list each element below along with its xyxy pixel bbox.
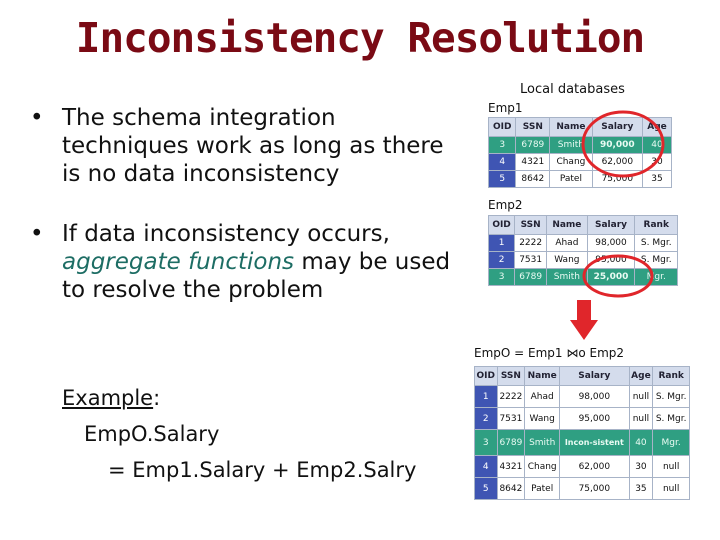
table-cell: Mgr.: [653, 430, 690, 456]
table-cell: 8642: [516, 171, 550, 188]
table-cell: 30: [643, 154, 672, 171]
bullet-dot-icon: •: [30, 105, 44, 131]
table-cell: Patel: [550, 171, 592, 188]
table-row: [475, 408, 690, 430]
table-cell: 75,000: [560, 478, 629, 500]
table-cell: Patel: [525, 478, 560, 500]
table-cell: 1: [489, 235, 515, 252]
table-cell: 6789: [497, 430, 525, 456]
table-cell: S. Mgr.: [635, 235, 678, 252]
bullet-1-text: The schema integration techniques work as long as there is no data inconsistency: [62, 105, 444, 187]
table-cell: 35: [643, 171, 672, 188]
table-cell: S. Mgr.: [653, 386, 690, 408]
bullet-2-text: If data inconsistency occurs,: [62, 221, 390, 247]
table-header-cell: SSN: [515, 216, 547, 235]
table-cell: 40: [643, 137, 672, 154]
table-cell: S. Mgr.: [653, 408, 690, 430]
table-header-cell: Name: [547, 216, 587, 235]
table-cell: Chang: [550, 154, 592, 171]
table-cell: 2: [489, 252, 515, 269]
table-header-cell: SSN: [497, 367, 525, 386]
table-cell: Smith: [547, 269, 587, 286]
table-cell: Ahad: [525, 386, 560, 408]
empo-caption: EmpO = Emp1 ⋈o Emp2: [474, 346, 625, 360]
bullet-dot-icon: •: [30, 221, 44, 247]
bullet-2-highlight: aggregate functions: [62, 249, 295, 275]
table-row: [475, 386, 690, 408]
table-cell: Ahad: [547, 235, 587, 252]
table-cell: null: [629, 386, 653, 408]
slide-title: Inconsistency Resolution: [75, 14, 645, 62]
table-cell: 2222: [515, 235, 547, 252]
table-cell: 4: [489, 154, 516, 171]
table-cell: Smith: [525, 430, 560, 456]
table-cell: 35: [629, 478, 653, 500]
table-cell: Incon-sistent: [560, 430, 629, 456]
table-cell: 95,000: [560, 408, 629, 430]
table-cell: 95,000: [587, 252, 635, 269]
table-header-cell: Rank: [635, 216, 678, 235]
table-header-cell: Rank: [653, 367, 690, 386]
example-colon: :: [153, 386, 161, 410]
arrow-down-icon: [570, 300, 598, 340]
table-header-cell: Salary: [587, 216, 635, 235]
example-line-2: = Emp1.Salary + Emp2.Salry: [108, 458, 417, 482]
table-header-cell: Name: [550, 118, 592, 137]
table-cell: null: [629, 408, 653, 430]
table-header-cell: Salary: [592, 118, 642, 137]
table-cell: null: [653, 456, 690, 478]
table-cell: 40: [629, 430, 653, 456]
bullet-2-text-end: may be used to resolve the problem: [62, 249, 451, 303]
table-header-cell: SSN: [516, 118, 550, 137]
table-row: [475, 456, 690, 478]
table-header-cell: OID: [489, 216, 515, 235]
table-cell: Smith: [550, 137, 592, 154]
table-cell: 75,000: [592, 171, 642, 188]
table-cell: null: [653, 478, 690, 500]
table-cell: Mgr.: [635, 269, 678, 286]
table-cell: 7531: [515, 252, 547, 269]
table-cell: 98,000: [560, 386, 629, 408]
emp1-caption: Emp1: [488, 101, 523, 115]
table-cell: 3: [489, 137, 516, 154]
example-label: Example: [62, 386, 154, 410]
table-cell: 30: [629, 456, 653, 478]
emp2-caption: Emp2: [488, 198, 523, 212]
table-cell: 2222: [497, 386, 525, 408]
table-cell: 62,000: [592, 154, 642, 171]
example-line-1: EmpO.Salary: [84, 422, 220, 446]
table-cell: 1: [475, 386, 498, 408]
table-cell: 5: [489, 171, 516, 188]
empo-table: [474, 366, 690, 500]
table-cell: 4: [475, 456, 498, 478]
table-header-cell: Salary: [560, 367, 629, 386]
conflict-circle-emp2: [584, 256, 652, 296]
table-cell: Wang: [547, 252, 587, 269]
table-header-cell: OID: [489, 118, 516, 137]
table-cell: 7531: [497, 408, 525, 430]
table-cell: 6789: [515, 269, 547, 286]
table-header-cell: Age: [629, 367, 653, 386]
table-cell: 90,000: [592, 137, 642, 154]
table-cell: 98,000: [587, 235, 635, 252]
table-cell: 25,000: [587, 269, 635, 286]
local-databases-label: Local databases: [520, 82, 625, 97]
table-row: [475, 478, 690, 500]
table-cell: 5: [475, 478, 498, 500]
table-header-cell: OID: [475, 367, 498, 386]
table-cell: Chang: [525, 456, 560, 478]
table-cell: 3: [489, 269, 515, 286]
table-cell: Wang: [525, 408, 560, 430]
table-cell: 62,000: [560, 456, 629, 478]
table-header-cell: Age: [643, 118, 672, 137]
table-header-row: [475, 367, 690, 386]
table-cell: 8642: [497, 478, 525, 500]
table-cell: 4321: [516, 154, 550, 171]
table-cell: 6789: [516, 137, 550, 154]
table-row: [475, 430, 690, 456]
table-cell: 2: [475, 408, 498, 430]
table-cell: 4321: [497, 456, 525, 478]
table-cell: 3: [475, 430, 498, 456]
conflict-circle-emp1: [583, 112, 663, 176]
table-header-cell: Name: [525, 367, 560, 386]
table-cell: S. Mgr.: [635, 252, 678, 269]
